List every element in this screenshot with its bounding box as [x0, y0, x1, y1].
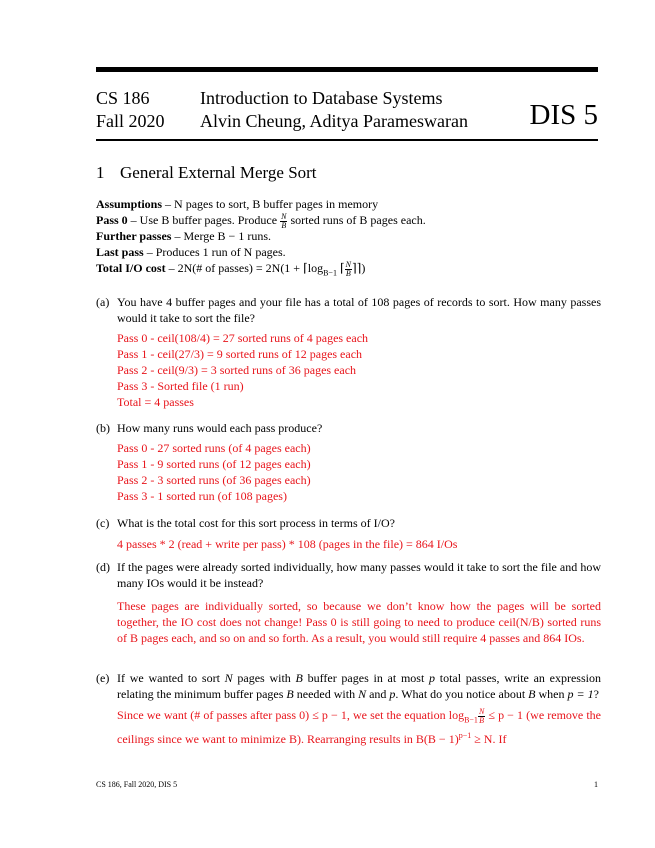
- question-c: (c) What is the total cost for this sort process in terms of I/O? 4 passes * 2 (read + write per pass) * 108 (pages in the file) = 864 I/Os: [96, 515, 601, 552]
- question-d-text: If the pages were already sorted individually, how many passes would it take to sort the file and how many IOs would it be instead?: [117, 560, 601, 590]
- section-number: 1: [96, 163, 105, 182]
- answer-a: Pass 0 - ceil(108/4) = 27 sorted runs of 4 pages each Pass 1 - ceil(27/3) = 9 sorted runs of 12 pages each Pass 2 - ceil(9/3) = 3 sorted runs of 36 pages each Pass 3 - Sorted file (1 run) Total = 4 passes: [117, 331, 369, 409]
- header-top-rule: [96, 67, 598, 72]
- course-term: Fall 2020: [96, 111, 165, 131]
- def-last-pass: Last pass – Produces 1 run of N pages.: [96, 245, 286, 259]
- footer-left: CS 186, Fall 2020, DIS 5: [96, 780, 178, 789]
- answer-d: These pages are individually sorted, so because we don’t know how the pages will be sorted together, the IO cost does not change! Pass 0 is still going to need to produce ceil(N/B) sorted runs of B pages each, and so on and so forth. As a result, you would still require 4 passes and 864 IOs.: [117, 599, 601, 645]
- definitions-block: [96, 196, 601, 276]
- fraction-n-over-b-3: $\frac{N}{B}$: [478, 706, 485, 725]
- question-a: (a) You have 4 buffer pages and your file has a total of 108 pages of records to sort. How many passes would it take to sort the file? Pass 0 - ceil(108/4) = 27 sorted runs of 4 pages each Pass 1 - ceil(27/3) = 9 sorted runs of 12 pages each Pass 2 - ceil(9/3) = 3 sorted runs of 36 pages each Pass 3 - Sorted file (1 run) Total = 4 passes: [96, 295, 601, 409]
- fraction-n-over-b-2: $\frac{N}{B}$: [345, 259, 351, 278]
- fraction-n-over-b: $\frac{N}{B}$: [281, 211, 287, 230]
- course-code: CS 186: [96, 88, 150, 108]
- question-e: (e) If we wanted to sort N pages with B buffer pages in at most p total passes, write an expression relating the minimum buffer pages B needed with N and p. What do you notice about B when p = 1? Since we want (# of passes after pass 0) ≤ p − 1, we set the equation $\log_{B-1}$ $\frac{N}{B}$ ≤ p − 1 (we remove the ceilings since we want to minimize B). Rearranging results in $B(B - 1)^{p-1} \ge N$. If: [96, 671, 602, 747]
- question-c-text: What is the total cost for this sort process in terms of I/O?: [117, 516, 395, 530]
- section-heading: [96, 163, 317, 183]
- section-title: General External Merge Sort: [120, 163, 317, 182]
- question-b-text: How many runs would each pass produce?: [117, 421, 323, 435]
- answer-c: 4 passes * 2 (read + write per pass) * 108 (pages in the file) = 864 I/Os: [117, 537, 458, 551]
- answer-b: Pass 0 - 27 sorted runs (of 4 pages each) Pass 1 - 9 sorted runs (of 12 pages each) Pass 2 - 3 sorted runs (of 36 pages each) Pass 3 - 1 sorted run (of 108 pages): [117, 441, 311, 503]
- def-further-passes: Further passes – Merge B − 1 runs.: [96, 229, 271, 243]
- def-total-io: Total I/O cost – 2N(# of passes) = $2N(1 + ⌈\log_{B-1}$ ⌈ $\frac{N}{B}$ ⌉⌉): [96, 259, 366, 278]
- question-a-text: You have 4 buffer pages and your file has a total of 108 pages of records to sort. How many passes would it take to sort the file?: [117, 295, 601, 325]
- instructors: Alvin Cheung, Aditya Parameswaran: [200, 111, 468, 131]
- def-pass0: Pass 0 – Use B buffer pages. Produce $\frac{N}{B}$ sorted runs of B pages each.: [96, 211, 426, 230]
- course-title: Introduction to Database Systems: [200, 88, 443, 108]
- page-number: 1: [594, 780, 598, 789]
- question-e-text: If we wanted to sort N pages with B buffer pages in at most p total passes, write an expression relating the minimum buffer pages B needed with N and p. What do you notice about B when p = 1?: [117, 671, 601, 701]
- def-assumptions: Assumptions – N pages to sort, B buffer pages in memory: [96, 197, 379, 211]
- question-d: (d) If the pages were already sorted individually, how many passes would it take to sort the file and how many IOs would it be instead? These pages are individually sorted, so because we don’t know how the pages will be sorted together, the IO cost does not change! Pass 0 is still going to need to produce ceil(N/B) sorted runs of B pages each, and so on and so forth. As a result, you would still require 4 passes and 864 IOs.: [96, 560, 601, 645]
- answer-e: Since we want (# of passes after pass 0) ≤ p − 1, we set the equation $\log_{B-1}$ $\frac{N}{B}$ ≤ p − 1 (we remove the ceilings since we want to minimize B). Rearranging results in $B(B - 1)^{p-1} \ge N$. If: [117, 706, 602, 747]
- question-b: (b) How many runs would each pass produce? Pass 0 - 27 sorted runs (of 4 pages each) Pass 1 - 9 sorted runs (of 12 pages each) Pass 2 - 3 sorted runs (of 36 pages each) Pass 3 - 1 sorted run (of 108 pages): [96, 420, 601, 504]
- header-bottom-rule: [96, 139, 598, 141]
- discussion-number: DIS 5: [529, 99, 598, 131]
